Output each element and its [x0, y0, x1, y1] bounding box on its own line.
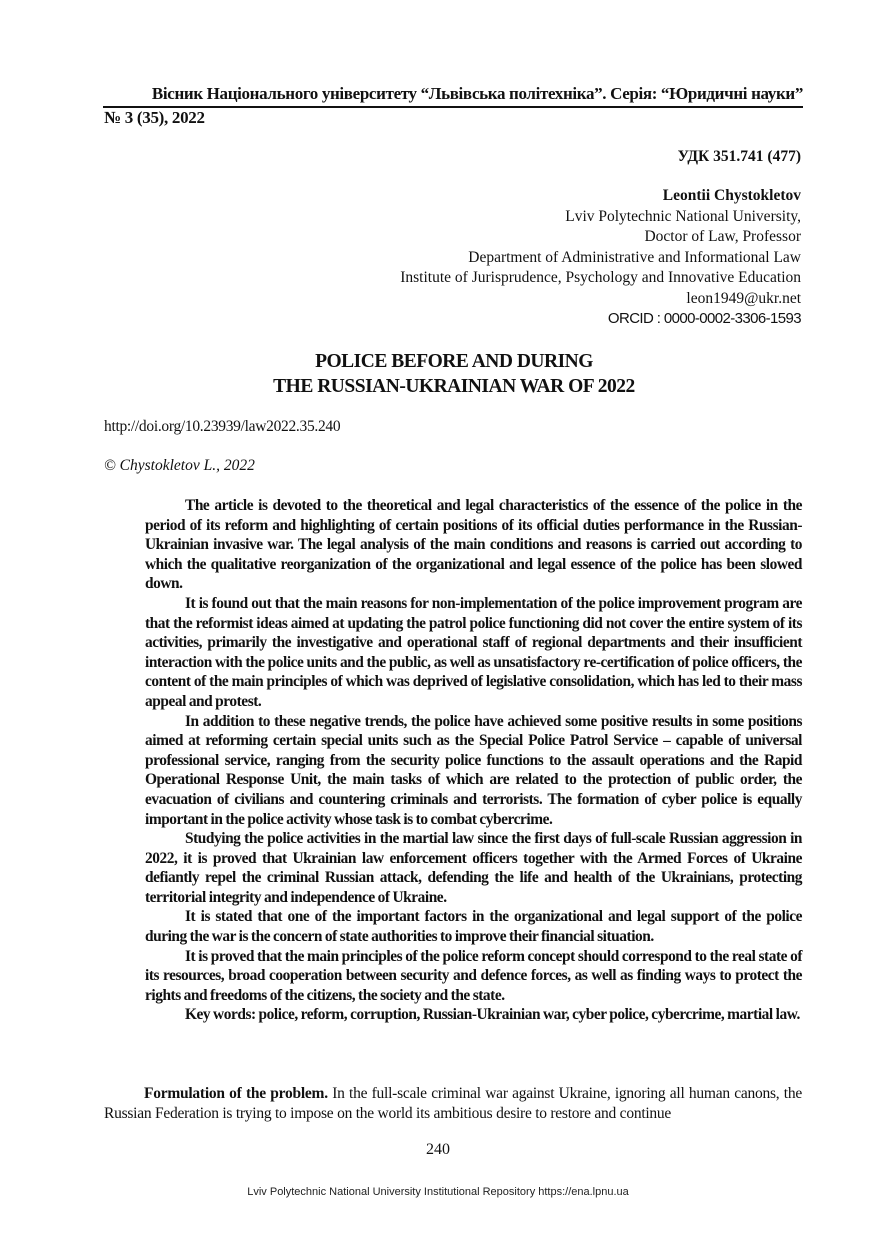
abstract-paragraph: It is found out that the main reasons for non-implementation of the police improvement program are that the reformist ideas aimed at updating the patrol police functioning did not cover the entire system of its activities, primarily the investigative and operational staff of regional departments and their insufficient interaction with the police units and the public, as well as unsatisfactory re-certification of police officers, the content of the main principles of which was deprived of legislative consolidation, which has led to their mass appeal and protest.: [145, 594, 802, 710]
udc-code: УДК 351.741 (477): [677, 148, 801, 165]
issue-number: № 3 (35), 2022: [104, 108, 205, 127]
title-line-1: POLICE BEFORE AND DURING: [315, 351, 593, 372]
section-heading: Formulation of the problem.: [144, 1085, 328, 1102]
author-email[interactable]: leon1949@ukr.net: [686, 289, 801, 307]
body-paragraph: [104, 1084, 802, 1124]
author-name: Leontii Chystokletov: [662, 187, 801, 204]
abstract-paragraph: In addition to these negative trends, the police have achieved some positive results in some positions aimed at reforming certain special units such as the Special Police Patrol Service – capable of universal professional service, ranging from the security police functions to the assault operations and the Rapid Operational Response Unit, the main tasks of which are related to the protection of public order, the evacuation of civilians and countering criminals and terrorists. The formation of cyber police is equally important in the police activity whose task is to combat cybercrime.: [145, 712, 802, 828]
abstract: [145, 496, 802, 1025]
repository-footer: Lviv Polytechnic National University Institutional Repository https://ena.lpnu.ua: [247, 1186, 629, 1198]
page-number: 240: [426, 1141, 450, 1158]
journal-header: Вісник Національного університету “Львівська політехніка”. Серія: “Юридичні науки”: [151, 84, 803, 103]
author-institute: Institute of Jurisprudence, Psychology and Innovative Education: [400, 269, 801, 286]
body-paragraph-text: In the full-scale criminal war against Ukraine, ignoring all human canons, the Russian Federation is trying to impose on the world its ambitious desire to restore and continue: [104, 1085, 802, 1122]
abstract-paragraph: The article is devoted to the theoretical and legal characteristics of the essence of the police in the period of its reform and highlighting of certain positions of its official duties performance in the Russian-Ukrainian invasive war. The legal analysis of the main conditions and reasons is carried out according to which the qualitative reorganization of the organizational and legal essence of the police has been slowed down.: [145, 497, 802, 593]
author-affiliation: Lviv Polytechnic National University,: [565, 207, 801, 225]
author-department: Department of Administrative and Informational Law: [468, 248, 801, 266]
abstract-paragraph: Studying the police activities in the martial law since the first days of full-scale Russian aggression in 2022, it is proved that Ukrainian law enforcement officers together with the Armed Forces of Ukraine defiantly repel the criminal Russian attack, defending the life and health of the Ukrainians, protecting territorial integrity and independence of Ukraine.: [145, 830, 802, 906]
title-line-2: THE RUSSIAN-UKRAINIAN WAR OF 2022: [273, 376, 635, 397]
author-block: [400, 186, 801, 330]
copyright: © Chystokletov L., 2022: [104, 457, 255, 474]
author-degree: Doctor of Law, Professor: [644, 228, 801, 245]
abstract-paragraph: It is stated that one of the important factors in the organizational and legal support of the police during the war is the concern of state authorities to improve their financial situation.: [145, 908, 802, 946]
keywords: Key words: police, reform, corruption, Russian-Ukrainian war, cyber police, cybercrime, martial law.: [185, 1006, 800, 1024]
abstract-paragraph: It is proved that the main principles of the police reform concept should correspond to the real state of its resources, broad cooperation between security and defence forces, as well as finding ways to protect the rights and freedoms of the citizens, the society and the state.: [145, 947, 802, 1004]
article-title: [104, 349, 804, 399]
author-orcid[interactable]: ORCID : 0000-0002-3306-1593: [607, 310, 801, 327]
body-text: [104, 1084, 802, 1124]
doi-link[interactable]: http://doi.org/10.23939/law2022.35.240: [104, 418, 341, 435]
header-rule: [103, 106, 803, 108]
